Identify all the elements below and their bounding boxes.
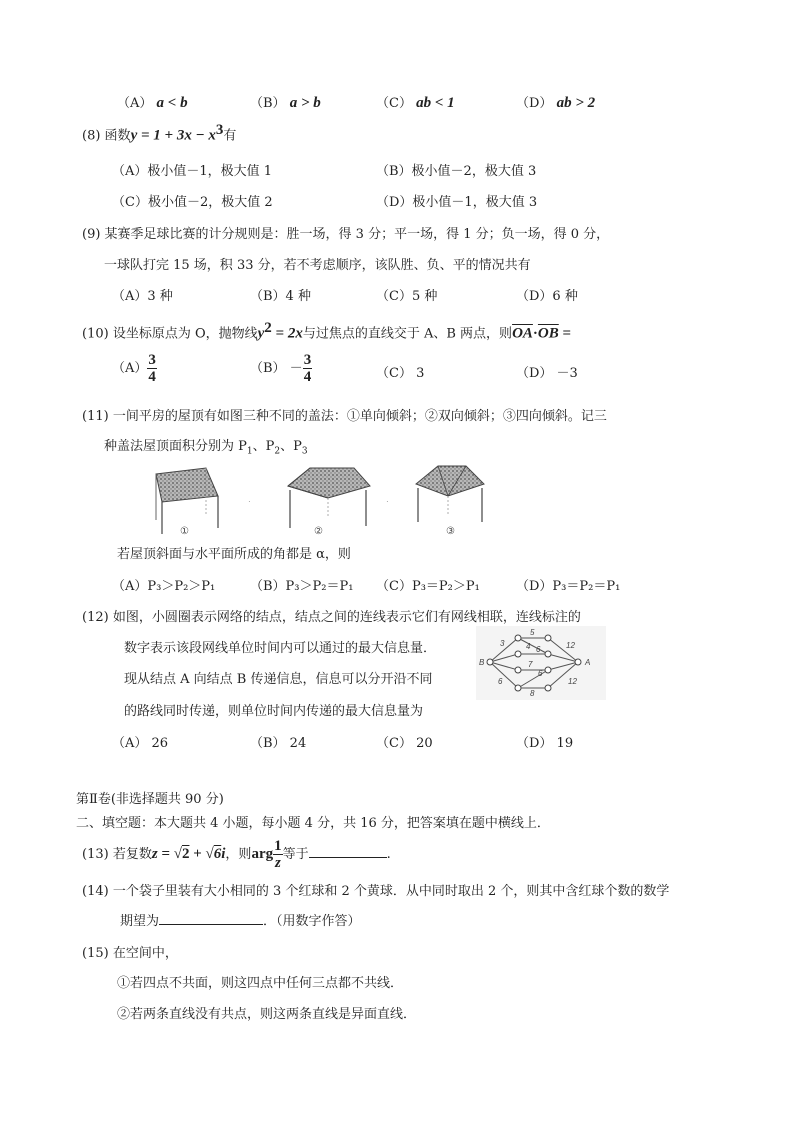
- option-label: （C）: [376, 96, 412, 111]
- q12-stem-line3: 现从结点 A 向结点 B 传递信息，信息可以分开沿不同: [124, 672, 433, 687]
- node-label-a: A: [585, 658, 591, 667]
- node: [515, 651, 521, 657]
- q15-statement-2: ②若两条直线没有共点，则这两条直线是异面直线．: [117, 1007, 417, 1022]
- q7-option-a: [117, 92, 188, 112]
- q10-option-d: （D） －3: [516, 366, 578, 381]
- q9-stem-line1: (9) 某赛季足球比赛的计分规则是：胜一场，得 3 分；平一场，得 1 分；负一场，得 0 分，: [82, 227, 610, 242]
- option-label: （D）: [516, 96, 553, 111]
- edge-label: 8: [530, 689, 535, 698]
- fig-label-3: ③: [446, 526, 455, 537]
- node-label-b: B: [479, 658, 485, 667]
- option-math: a < b: [156, 95, 188, 111]
- node: [515, 667, 521, 673]
- edge-label: 12: [566, 641, 575, 650]
- roof-figures: [148, 462, 493, 540]
- q8-stem: (8) 函数$y = 1 + 3x - x^3$有: [82, 122, 237, 144]
- q10-stem: (10) 设坐标原点为 O，抛物线$y^2 = 2x$与过焦点的直线交于 A、B 两点，则$\overline{OA}\cdot\overline{OB}$ =: [82, 320, 572, 342]
- node-b: [487, 659, 493, 665]
- q8-option-a: （A）极小值－1，极大值 1: [112, 164, 273, 179]
- q12-stem-line2: 数字表示该段网线单位时间内可以通过的最大信息量．: [124, 641, 437, 656]
- network-diagram: [476, 626, 606, 700]
- q11-option-d: （D）P₃＝P₂＝P₁: [516, 579, 621, 594]
- q12-option-d: （D） 19: [516, 736, 574, 751]
- edge-label: 4: [526, 642, 531, 651]
- node: [515, 635, 521, 641]
- q11-stem-line1: (11) 一间平房的屋顶有如图三种不同的盖法：①单向倾斜；②双向倾斜；③四向倾斜。记三: [82, 409, 607, 424]
- option-math: a > b: [289, 95, 321, 111]
- edge-label: 6: [498, 677, 503, 686]
- q10-option-b: （B） － $\frac{3}{4}$: [250, 352, 312, 385]
- edge-label: 6: [538, 669, 543, 678]
- node: [545, 635, 551, 641]
- q12-option-c: （C） 20: [376, 736, 433, 751]
- fig-label-2: ②: [314, 526, 323, 537]
- q12-stem-line1: (12) 如图，小圆圈表示网络的结点，结点之间的连线表示它们有网线相联，连线标注的: [82, 610, 581, 625]
- option-label: （A）: [117, 96, 153, 111]
- q12-stem-line4: 的路线同时传递，则单位时间内传递的最大信息量为: [124, 704, 424, 719]
- edge-label: 6: [536, 645, 541, 654]
- edge-label: 3: [500, 639, 505, 648]
- option-math: ab < 1: [416, 95, 455, 111]
- svg-text:·: ·: [248, 497, 251, 506]
- q12-option-a: （A） 26: [112, 736, 169, 751]
- edge-label: 7: [528, 660, 533, 669]
- q15-statement-1: ①若四点不共面，则这四点中任何三点都不共线．: [117, 976, 404, 991]
- q11-stem-line2: 种盖法屋顶面积分别为 $P_1$、$P_2$、$P_3$: [104, 439, 308, 457]
- node: [545, 685, 551, 691]
- option-label: （B）: [250, 96, 286, 111]
- node: [545, 651, 551, 657]
- q9-option-c: （C）5 种: [376, 289, 438, 304]
- q11-stem-line3: 若屋顶斜面与水平面所成的角都是 α，则: [117, 547, 351, 562]
- q11-option-b: （B）P₃＞P₂＝P₁: [250, 579, 354, 594]
- q7-option-d: [516, 92, 595, 112]
- q11-option-c: （C）P₃＝P₂＞P₁: [376, 579, 480, 594]
- q7-option-b: [250, 92, 321, 112]
- answer-blank[interactable]: [309, 857, 387, 858]
- edge-label: 12: [568, 677, 577, 686]
- option-math: ab > 2: [556, 95, 596, 111]
- svg-text:·: ·: [386, 497, 389, 506]
- roof-four-slope: [416, 466, 484, 522]
- q14-stem-line1: (14) 一个袋子里装有大小相同的 3 个红球和 2 个黄球．从中同时取出 2 个，则其中含红球个数的数学: [82, 884, 670, 899]
- roof-double-slope: [288, 468, 370, 528]
- q9-stem-line2: 一球队打完 15 场，积 33 分，若不考虑顺序，该队胜、负、平的情况共有: [104, 258, 531, 273]
- q9-option-d: （D）6 种: [516, 289, 578, 304]
- roof-single-slope: [156, 468, 218, 534]
- fig-label-1: ①: [180, 526, 189, 537]
- q11-option-a: （A）P₃＞P₂＞P₁: [112, 579, 216, 594]
- q7-option-c: [376, 92, 455, 112]
- edge-label: 5: [530, 628, 535, 637]
- q15-stem: (15) 在空间中，: [82, 946, 178, 961]
- part2-title: 第Ⅱ卷(非选择题共 90 分): [76, 792, 224, 807]
- q8-option-c: （C）极小值－2，极大值 2: [112, 195, 273, 210]
- q14-stem-line2: 期望为 ．（用数字作答）: [120, 914, 361, 929]
- node-a: [575, 659, 581, 665]
- q12-option-b: （B） 24: [250, 736, 307, 751]
- q10-option-a: （A） $\frac{3}{4}$: [112, 352, 156, 385]
- answer-blank[interactable]: [159, 924, 263, 925]
- q9-option-a: （A）3 种: [112, 289, 173, 304]
- q10-option-c: （C） 3: [376, 366, 425, 381]
- part2-intro: 二、填空题：本大题共 4 小题，每小题 4 分，共 16 分，把答案填在题中横线上．: [76, 816, 550, 831]
- node: [545, 667, 551, 673]
- node: [515, 685, 521, 691]
- q9-option-b: （B）4 种: [250, 289, 311, 304]
- q8-option-d: （D）极小值－1，极大值 3: [376, 195, 538, 210]
- q8-option-b: （B）极小值－2，极大值 3: [376, 164, 537, 179]
- q13-stem: (13) 若复数z = √2 + √6i，则arg $\frac{1}{z}$ 等于 .: [82, 838, 391, 871]
